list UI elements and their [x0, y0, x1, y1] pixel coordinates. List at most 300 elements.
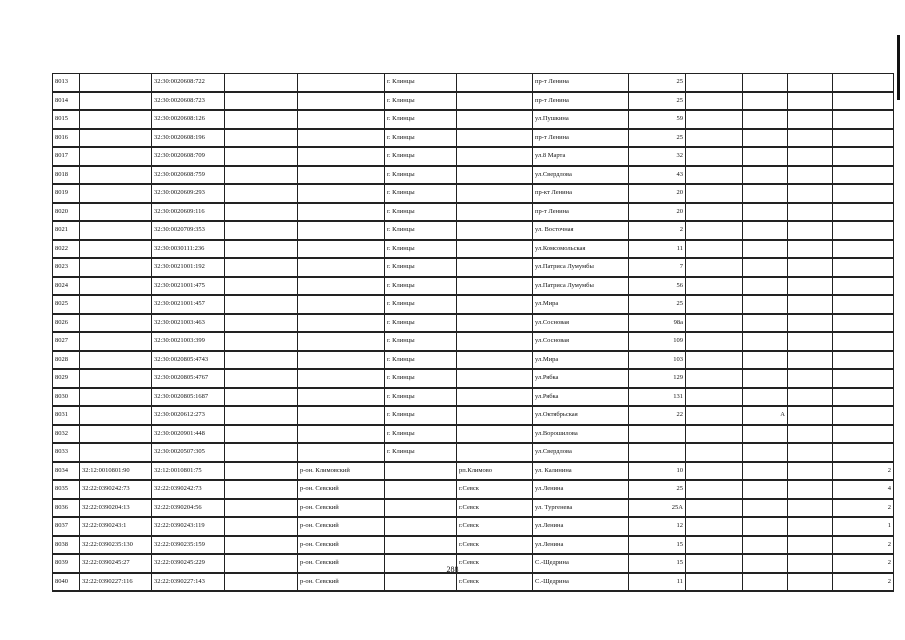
cell-region — [225, 110, 298, 129]
cell-building — [686, 332, 743, 351]
cell-region — [225, 129, 298, 148]
cell-street: ул.Сосновая — [533, 314, 629, 333]
cell-region — [225, 92, 298, 111]
cell-city — [385, 573, 457, 592]
cell-house-number: 22 — [629, 406, 686, 425]
table-row — [53, 517, 894, 536]
cell-region — [225, 147, 298, 166]
table-row — [53, 388, 894, 407]
cell-settlement — [457, 129, 533, 148]
cell-record-number: 8037 — [53, 517, 80, 536]
cell-cadastral-number-object: 32:22:0390242:73 — [152, 480, 225, 499]
cell-count — [833, 129, 894, 148]
cell-cadastral-number-parcel — [80, 314, 152, 333]
cell-street: ул.Свердлова — [533, 166, 629, 185]
cell-settlement — [457, 369, 533, 388]
cell-letter — [743, 92, 788, 111]
cell-count — [833, 277, 894, 296]
cell-cadastral-number-object: 32:30:0020901:448 — [152, 425, 225, 444]
cell-street: ул.Ленина — [533, 517, 629, 536]
cell-letter — [743, 184, 788, 203]
cell-city: г. Клинцы — [385, 369, 457, 388]
cell-record-number: 8025 — [53, 295, 80, 314]
cell-cadastral-number-object: 32:30:0020608:759 — [152, 166, 225, 185]
cell-cadastral-number-parcel: 32:12:0010801:90 — [80, 462, 152, 481]
cell-extra — [788, 221, 833, 240]
cell-cadastral-number-parcel — [80, 184, 152, 203]
cell-city: г. Клинцы — [385, 351, 457, 370]
cell-district — [298, 166, 385, 185]
cell-district: р-он. Севский — [298, 480, 385, 499]
cell-cadastral-number-object: 32:30:0021003:463 — [152, 314, 225, 333]
cell-region — [225, 166, 298, 185]
cell-city: г. Клинцы — [385, 332, 457, 351]
cell-district — [298, 406, 385, 425]
cell-letter — [743, 369, 788, 388]
cell-letter — [743, 480, 788, 499]
cell-extra — [788, 425, 833, 444]
cell-count — [833, 406, 894, 425]
cell-city — [385, 517, 457, 536]
cell-count: 2 — [833, 536, 894, 555]
cell-district: р-он. Севский — [298, 536, 385, 555]
cell-settlement — [457, 184, 533, 203]
cell-letter — [743, 443, 788, 462]
cell-cadastral-number-object: 32:30:0021001:192 — [152, 258, 225, 277]
cell-letter — [743, 332, 788, 351]
cell-district — [298, 351, 385, 370]
cell-city: г. Клинцы — [385, 74, 457, 92]
cell-city — [385, 499, 457, 518]
cell-street: ул.Патриса Лумумбы — [533, 277, 629, 296]
cell-city: г. Клинцы — [385, 166, 457, 185]
cell-cadastral-number-object: 32:30:0021001:457 — [152, 295, 225, 314]
cell-building — [686, 166, 743, 185]
cell-street: ул.Ворошилова — [533, 425, 629, 444]
cell-city: г. Клинцы — [385, 258, 457, 277]
cell-cadastral-number-object: 32:30:0020608:709 — [152, 147, 225, 166]
cell-letter — [743, 240, 788, 259]
cell-house-number: 25 — [629, 295, 686, 314]
cell-cadastral-number-object: 32:30:0020609:293 — [152, 184, 225, 203]
cell-street: пр-т Ленина — [533, 74, 629, 92]
cell-record-number: 8033 — [53, 443, 80, 462]
cell-record-number: 8018 — [53, 166, 80, 185]
cell-extra — [788, 388, 833, 407]
cell-street: ул.Пушкина — [533, 110, 629, 129]
cell-settlement — [457, 332, 533, 351]
cell-street: пр-т Ленина — [533, 203, 629, 222]
cell-letter — [743, 517, 788, 536]
cell-letter — [743, 388, 788, 407]
table-row — [53, 92, 894, 111]
cell-extra — [788, 369, 833, 388]
table-row — [53, 221, 894, 240]
registry-table — [52, 73, 894, 592]
cell-cadastral-number-parcel — [80, 203, 152, 222]
cell-region — [225, 443, 298, 462]
table-row — [53, 74, 894, 92]
cell-letter — [743, 129, 788, 148]
cell-letter — [743, 258, 788, 277]
cell-city — [385, 462, 457, 481]
cell-record-number: 8035 — [53, 480, 80, 499]
cell-cadastral-number-parcel — [80, 147, 152, 166]
cell-district — [298, 332, 385, 351]
cell-count — [833, 314, 894, 333]
cell-cadastral-number-parcel — [80, 258, 152, 277]
cell-house-number: 12 — [629, 517, 686, 536]
cell-extra — [788, 314, 833, 333]
cell-cadastral-number-object: 32:30:0020805:4767 — [152, 369, 225, 388]
cell-building — [686, 277, 743, 296]
cell-count: 2 — [833, 554, 894, 573]
cell-building — [686, 147, 743, 166]
cell-house-number — [629, 425, 686, 444]
cell-extra — [788, 536, 833, 555]
cell-district — [298, 203, 385, 222]
table-row — [53, 203, 894, 222]
cell-house-number: 10 — [629, 462, 686, 481]
cell-letter — [743, 536, 788, 555]
cell-record-number: 8021 — [53, 221, 80, 240]
cell-record-number: 8020 — [53, 203, 80, 222]
cell-extra — [788, 110, 833, 129]
cell-cadastral-number-parcel: 32:22:0390243:1 — [80, 517, 152, 536]
cell-district: р-он. Севский — [298, 573, 385, 592]
cell-cadastral-number-object: 32:30:0021001:475 — [152, 277, 225, 296]
cell-cadastral-number-parcel — [80, 388, 152, 407]
cell-count — [833, 110, 894, 129]
table-row — [53, 184, 894, 203]
cell-street: ул.Мира — [533, 351, 629, 370]
cell-count — [833, 369, 894, 388]
cell-cadastral-number-object: 32:30:0030111:236 — [152, 240, 225, 259]
cell-city: г. Клинцы — [385, 92, 457, 111]
cell-building — [686, 351, 743, 370]
cell-count: 2 — [833, 462, 894, 481]
cell-cadastral-number-object: 32:30:0020709:353 — [152, 221, 225, 240]
cell-letter — [743, 425, 788, 444]
cell-house-number: 25 — [629, 92, 686, 111]
cell-extra — [788, 240, 833, 259]
cell-record-number: 8023 — [53, 258, 80, 277]
cell-district: р-он. Севский — [298, 499, 385, 518]
cell-region — [225, 258, 298, 277]
cell-record-number: 8039 — [53, 554, 80, 573]
cell-district — [298, 129, 385, 148]
table-row — [53, 499, 894, 518]
cell-record-number: 8013 — [53, 74, 80, 92]
cell-cadastral-number-parcel: 32:22:0390242:73 — [80, 480, 152, 499]
cell-city: г. Клинцы — [385, 129, 457, 148]
cell-street: ул.Рябка — [533, 388, 629, 407]
table-row — [53, 351, 894, 370]
cell-region — [225, 332, 298, 351]
cell-settlement — [457, 147, 533, 166]
cell-building — [686, 536, 743, 555]
table-row — [53, 240, 894, 259]
cell-count — [833, 240, 894, 259]
cell-extra — [788, 277, 833, 296]
cell-letter — [743, 110, 788, 129]
table-row — [53, 480, 894, 499]
cell-region — [225, 240, 298, 259]
cell-street: ул.Свердлова — [533, 443, 629, 462]
cell-cadastral-number-parcel — [80, 332, 152, 351]
cell-district: р-он. Климовский — [298, 462, 385, 481]
cell-letter — [743, 499, 788, 518]
cell-letter — [743, 221, 788, 240]
cell-building — [686, 443, 743, 462]
cell-record-number: 8019 — [53, 184, 80, 203]
cell-record-number: 8038 — [53, 536, 80, 555]
cell-building — [686, 258, 743, 277]
cell-record-number: 8029 — [53, 369, 80, 388]
table-row — [53, 332, 894, 351]
registry-table-body — [53, 74, 894, 592]
cell-count — [833, 203, 894, 222]
cell-district — [298, 443, 385, 462]
cell-building — [686, 184, 743, 203]
cell-city: г. Клинцы — [385, 314, 457, 333]
cell-count — [833, 295, 894, 314]
cell-extra — [788, 258, 833, 277]
cell-extra — [788, 443, 833, 462]
cell-region — [225, 74, 298, 92]
cell-region — [225, 295, 298, 314]
table-row — [53, 129, 894, 148]
cell-district — [298, 184, 385, 203]
cell-house-number: 15 — [629, 554, 686, 573]
cell-count: 4 — [833, 480, 894, 499]
cell-extra — [788, 295, 833, 314]
cell-building — [686, 240, 743, 259]
cell-cadastral-number-object: 32:30:0020608:723 — [152, 92, 225, 111]
cell-settlement — [457, 295, 533, 314]
cell-count: 2 — [833, 499, 894, 518]
cell-district — [298, 425, 385, 444]
cell-city: г. Клинцы — [385, 406, 457, 425]
cell-street: ул. Тургенева — [533, 499, 629, 518]
cell-settlement — [457, 388, 533, 407]
cell-house-number: 129 — [629, 369, 686, 388]
cell-count — [833, 332, 894, 351]
cell-cadastral-number-parcel — [80, 369, 152, 388]
cell-letter: А — [743, 406, 788, 425]
cell-extra — [788, 203, 833, 222]
cell-settlement: г.Севск — [457, 554, 533, 573]
table-row — [53, 258, 894, 277]
cell-street: ул.Сосновая — [533, 332, 629, 351]
cell-count — [833, 388, 894, 407]
cell-city: г. Клинцы — [385, 203, 457, 222]
table-row — [53, 277, 894, 296]
cell-letter — [743, 573, 788, 592]
cell-region — [225, 406, 298, 425]
cell-cadastral-number-object: 32:12:0010801:75 — [152, 462, 225, 481]
cell-cadastral-number-parcel: 32:22:0390245:27 — [80, 554, 152, 573]
cell-record-number: 8017 — [53, 147, 80, 166]
cell-region — [225, 184, 298, 203]
cell-letter — [743, 314, 788, 333]
cell-record-number: 8031 — [53, 406, 80, 425]
cell-settlement: г.Севск — [457, 573, 533, 592]
cell-district — [298, 221, 385, 240]
cell-settlement — [457, 74, 533, 92]
table-row — [53, 425, 894, 444]
cell-record-number: 8028 — [53, 351, 80, 370]
cell-city: г. Клинцы — [385, 240, 457, 259]
cell-city: г. Клинцы — [385, 147, 457, 166]
table-row — [53, 573, 894, 592]
table-row — [53, 443, 894, 462]
cell-settlement: г.Севск — [457, 517, 533, 536]
cell-extra — [788, 129, 833, 148]
cell-house-number: 32 — [629, 147, 686, 166]
cell-region — [225, 351, 298, 370]
cell-count — [833, 147, 894, 166]
cell-cadastral-number-object: 32:22:0390243:119 — [152, 517, 225, 536]
cell-cadastral-number-parcel — [80, 406, 152, 425]
cell-house-number: 20 — [629, 203, 686, 222]
cell-street: пр-кт Ленина — [533, 184, 629, 203]
cell-house-number: 131 — [629, 388, 686, 407]
cell-cadastral-number-parcel — [80, 351, 152, 370]
table-row — [53, 166, 894, 185]
cell-building — [686, 499, 743, 518]
cell-record-number: 8040 — [53, 573, 80, 592]
cell-cadastral-number-parcel: 32:22:0390204:13 — [80, 499, 152, 518]
cell-settlement — [457, 110, 533, 129]
cell-house-number — [629, 443, 686, 462]
cell-settlement — [457, 258, 533, 277]
cell-record-number: 8026 — [53, 314, 80, 333]
cell-cadastral-number-parcel — [80, 74, 152, 92]
cell-region — [225, 425, 298, 444]
cell-region — [225, 480, 298, 499]
cell-building — [686, 295, 743, 314]
cell-extra — [788, 92, 833, 111]
cell-district — [298, 388, 385, 407]
cell-count — [833, 74, 894, 92]
cell-extra — [788, 517, 833, 536]
cell-cadastral-number-parcel — [80, 92, 152, 111]
cell-extra — [788, 462, 833, 481]
cell-cadastral-number-parcel — [80, 166, 152, 185]
cell-cadastral-number-parcel — [80, 240, 152, 259]
cell-house-number: 20 — [629, 184, 686, 203]
cell-house-number: 15 — [629, 536, 686, 555]
cell-city: г. Клинцы — [385, 443, 457, 462]
cell-settlement — [457, 351, 533, 370]
cell-letter — [743, 203, 788, 222]
cell-cadastral-number-parcel — [80, 110, 152, 129]
cell-region — [225, 369, 298, 388]
cell-house-number: 25 — [629, 74, 686, 92]
cell-cadastral-number-parcel — [80, 129, 152, 148]
cell-city — [385, 480, 457, 499]
cell-record-number: 8032 — [53, 425, 80, 444]
cell-cadastral-number-object: 32:30:0020612:273 — [152, 406, 225, 425]
cell-count: 1 — [833, 517, 894, 536]
cell-building — [686, 573, 743, 592]
cell-building — [686, 369, 743, 388]
cell-letter — [743, 462, 788, 481]
cell-street: ул.Ленина — [533, 480, 629, 499]
cell-cadastral-number-parcel — [80, 221, 152, 240]
cell-extra — [788, 406, 833, 425]
cell-building — [686, 129, 743, 148]
table-row — [53, 536, 894, 555]
cell-settlement — [457, 221, 533, 240]
cell-region — [225, 314, 298, 333]
cell-house-number: 25А — [629, 499, 686, 518]
cell-building — [686, 314, 743, 333]
cell-street: ул. Восточная — [533, 221, 629, 240]
cell-building — [686, 110, 743, 129]
cell-count — [833, 92, 894, 111]
cell-street: С.-Щедрина — [533, 554, 629, 573]
cell-settlement: г.Севск — [457, 536, 533, 555]
cell-count: 2 — [833, 573, 894, 592]
cell-city — [385, 536, 457, 555]
cell-house-number: 2 — [629, 221, 686, 240]
cell-cadastral-number-object: 32:22:0390227:143 — [152, 573, 225, 592]
cell-settlement — [457, 406, 533, 425]
cell-cadastral-number-object: 32:22:0390245:229 — [152, 554, 225, 573]
table-row — [53, 462, 894, 481]
cell-district: р-он. Севский — [298, 554, 385, 573]
cell-cadastral-number-parcel — [80, 443, 152, 462]
cell-record-number: 8030 — [53, 388, 80, 407]
cell-building — [686, 517, 743, 536]
cell-district: р-он. Севский — [298, 517, 385, 536]
cell-record-number: 8027 — [53, 332, 80, 351]
cell-cadastral-number-parcel — [80, 425, 152, 444]
cell-count — [833, 443, 894, 462]
cell-settlement: г.Севск — [457, 499, 533, 518]
cell-house-number: 103 — [629, 351, 686, 370]
cell-settlement — [457, 277, 533, 296]
cell-count — [833, 184, 894, 203]
cell-city: г. Клинцы — [385, 221, 457, 240]
cell-extra — [788, 499, 833, 518]
cell-letter — [743, 147, 788, 166]
cell-cadastral-number-object: 32:30:0020608:722 — [152, 74, 225, 92]
scan-edge-mark — [897, 35, 900, 100]
cell-extra — [788, 166, 833, 185]
cell-building — [686, 425, 743, 444]
cell-extra — [788, 332, 833, 351]
table-row — [53, 295, 894, 314]
cell-letter — [743, 277, 788, 296]
cell-district — [298, 92, 385, 111]
cell-street: С.-Щедрина — [533, 573, 629, 592]
cell-house-number: 25 — [629, 480, 686, 499]
cell-street: ул.Рябка — [533, 369, 629, 388]
cell-house-number: 25 — [629, 129, 686, 148]
cell-settlement — [457, 443, 533, 462]
cell-region — [225, 277, 298, 296]
cell-cadastral-number-parcel: 32:22:0390227:116 — [80, 573, 152, 592]
cell-record-number: 8016 — [53, 129, 80, 148]
cell-building — [686, 480, 743, 499]
cell-region — [225, 499, 298, 518]
cell-cadastral-number-parcel: 32:22:0390235:130 — [80, 536, 152, 555]
cell-house-number: 7 — [629, 258, 686, 277]
cell-district — [298, 314, 385, 333]
